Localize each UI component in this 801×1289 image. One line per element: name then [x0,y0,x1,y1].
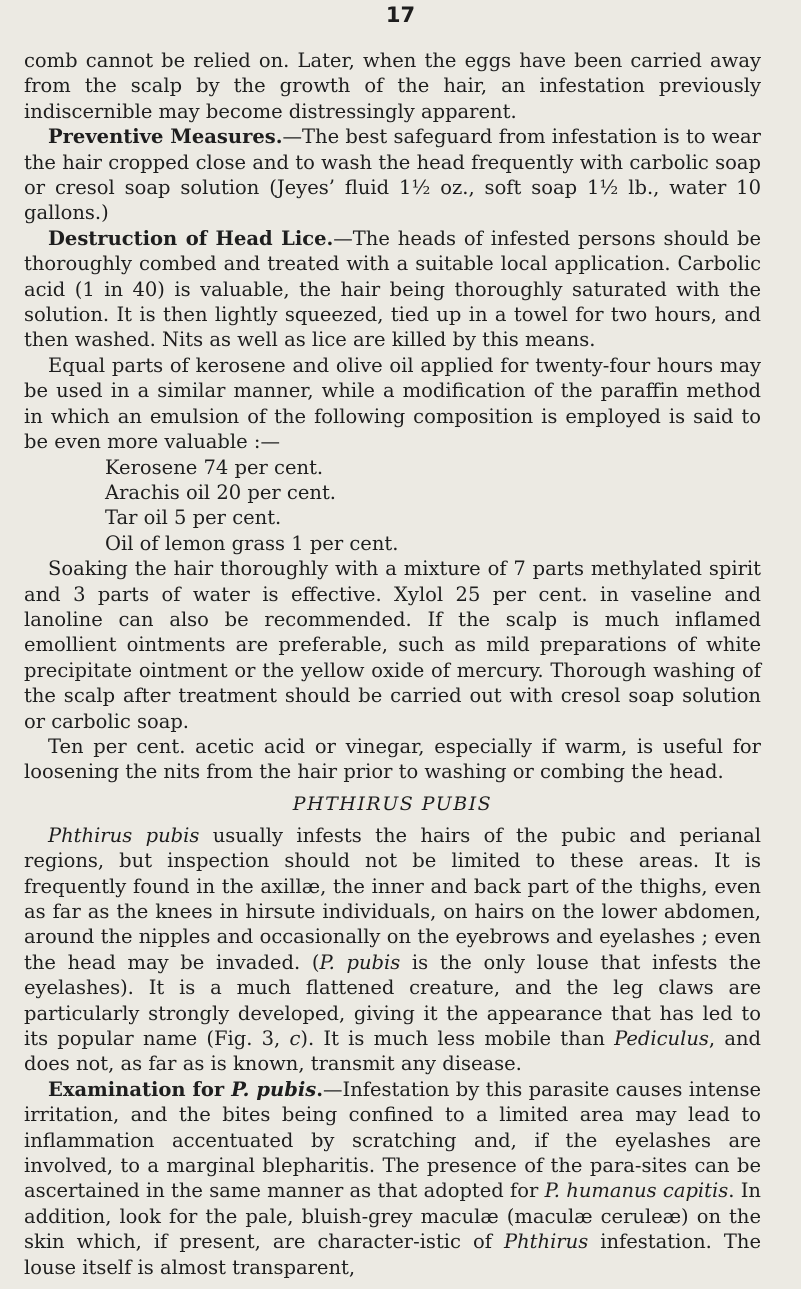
paragraph-destruction-head-lice [24,226,761,353]
paragraph-preventive-measures [24,124,761,226]
paragraph-body-destruction: —The heads of infested persons should be thoroughly combed and treated with a suitable local application. Carbolic acid (1 in 40) is valuable, the hair being thoroughly saturated with the solution. It is then lightly squeezed, tied up in a towel for two hours, and then washed. Nits as well as lice are killed by this means. [24,226,761,352]
paragraph-kerosene: Equal parts of kerosene and olive oil applied for twenty-four hours may be used in a similar manner, while a modification of the paraffin method in which an emulsion of the following composition is employed is said to be even more valuable :— [24,353,761,454]
composition-item: Oil of lemon grass 1 per cent. [105,531,399,555]
paragraph-acetic-acid: Ten per cent. acetic acid or vinegar, especially if warm, is useful for loosening the nits from the hair prior to washing or combing the head. [24,734,761,784]
paragraph-body-preventive: —The best safeguard from infestation is to wear the hair cropped close and to wash the head frequently with carbolic soap or cresol soap solution (Jeyes’ fluid 1½ oz., soft soap 1½ lb., water 10 gallons.) [24,125,761,225]
paragraph-lead-preventive: Preventive Measures. [48,125,283,149]
italic-term: P. humanus capitis [544,1179,729,1203]
italic-term: Phthirus pubis [48,823,200,847]
paragraph-soaking: Soaking the hair thoroughly with a mixture of 7 parts methylated spirit and 3 parts of water is effective. Xylol 25 per cent. in vaseline and lanoline can also be recommended. If the scalp is much inflamed emollient ointments are preferable, such as mild preparations of white precipitate ointment or the yellow oxide of mercury. Thorough washing of the scalp after treatment should be carried out with cresol soap solution or carbolic soap. [24,557,761,733]
paragraph-lead-destruction: Destruction of Head Lice. [48,226,334,250]
text-run: infestation. The louse itself is almost transparent, [24,1230,761,1279]
paragraph-examination [24,1077,761,1280]
paragraph-phthirus-pubis [24,823,761,1077]
composition-list [24,455,761,557]
composition-item: Kerosene 74 per cent. [105,455,324,479]
italic-term: Pediculus [614,1027,709,1051]
text-run: , and does not, as far as is known, transmit any disease. [24,1027,761,1076]
italic-term: P. pubis [319,950,401,974]
composition-item: Tar oil 5 per cent. [105,506,282,530]
text-run: —Infestation by this parasite causes intense irritation, and the bites being confined to a limited area may lead to inflammation accentuated by scratching and, if the eyelashes are involved, to a marginal blepharitis. The presence of the para-sites can be ascertained in the same manner as that adopted for [24,1077,761,1203]
page-number: 17 [385,3,416,27]
italic-term: P. pubis [231,1077,317,1101]
paragraph-lead-examination [48,1078,323,1101]
text-run: usually infests the hairs of the pubic and perianal regions, but inspection should not be limited to these areas. It is frequently found in the axillæ, the inner and back part of the thighs, even as far as the knees in hirsute individuals, on hairs on the lower abdomen, around the nipples and occasionally on the eyebrows and eyelashes ; even the head may be invaded. ( [24,823,762,974]
paragraph-continuation: comb cannot be relied on. Later, when the eggs have been carried away from the scalp by the growth of the hair, an infestation previously indiscernible may become distressingly apparent. [24,49,761,123]
section-heading: PHTHIRUS PUBIS [292,792,493,815]
text-run: Examination for [48,1077,232,1101]
text-run: is the only louse that infests the eyelashes). It is a much flattened creature, and the leg claws are particularly strongly developed, giving it the appearance that has led to its popular name (Fig. 3, [24,950,761,1051]
text-run: . [316,1077,324,1101]
text-run: ). It is much less mobile than [300,1027,615,1051]
composition-item: Arachis oil 20 per cent. [105,480,336,504]
italic-term: c [289,1027,301,1051]
italic-term: Phthirus [504,1230,589,1254]
text-run: . In addition, look for the pale, bluish-grey maculæ (maculæ ceruleæ) on the skin which, if present, are character-istic of [24,1179,761,1254]
page-text [24,48,761,1280]
